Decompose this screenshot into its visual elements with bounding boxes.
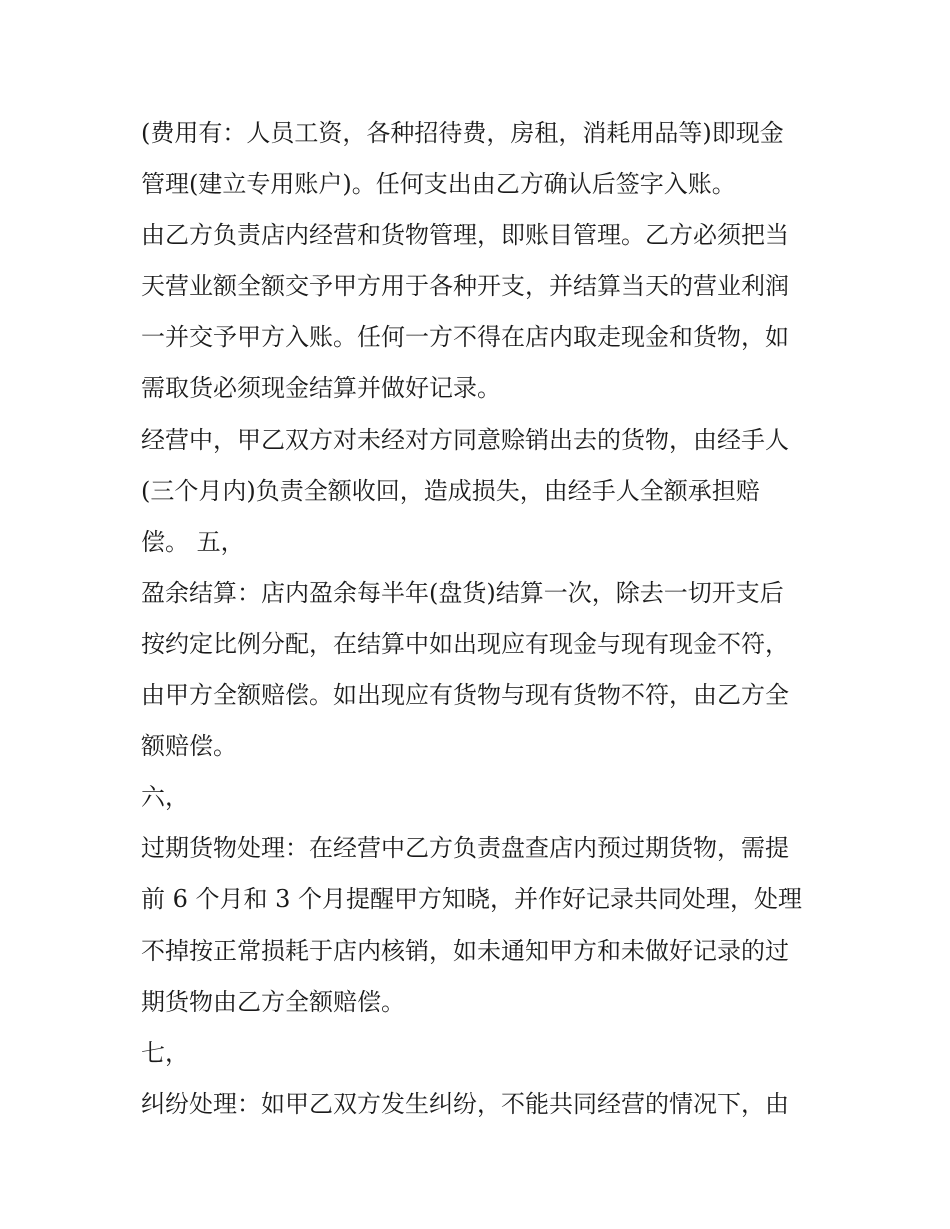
text-line: 不掉按正常损耗于店内核销，如未通知甲方和未做好记录的过: [141, 936, 789, 965]
text-line: 期货物由乙方全额赔偿。: [141, 987, 405, 1016]
text-line: 按约定比例分配，在结算中如出现应有现金与现有现金不符，: [141, 629, 789, 658]
text-line: 偿。 五，: [141, 527, 245, 556]
text-line: 管理(建立专用账户)。任何支出由乙方确认后签字入账。: [141, 170, 736, 199]
text-line: 纠纷处理：如甲乙双方发生纠纷，不能共同经营的情况下，由: [141, 1089, 789, 1118]
text-line: 由乙方负责店内经营和货物管理，即账目管理。乙方必须把当: [141, 221, 789, 250]
document-body: [141, 108, 821, 1130]
section-heading: 六，: [141, 783, 189, 812]
text-line: (三个月内)负责全额收回，造成损失，由经手人全额承担赔: [141, 476, 760, 505]
text-line: 额赔偿。: [141, 732, 237, 761]
text-line: 由甲方全额赔偿。如出现应有货物与现有货物不符，由乙方全: [141, 681, 789, 710]
text-line: 盈余结算：店内盈余每半年(盘货)结算一次，除去一切开支后: [141, 578, 784, 607]
text-line: 前 6 个月和 3 个月提醒甲方知晓，并作好记录共同处理，处理: [141, 885, 803, 914]
section-heading: 七，: [141, 1038, 189, 1067]
text-line: 一并交予甲方入账。任何一方不得在店内取走现金和货物，如: [141, 323, 789, 352]
text-line: 天营业额全额交予甲方用于各种开支，并结算当天的营业利润: [141, 272, 789, 301]
text-line: 过期货物处理：在经营中乙方负责盘查店内预过期货物，需提: [141, 834, 789, 863]
text-line: 需取货必须现金结算并做好记录。: [141, 374, 501, 403]
text-line: (费用有：人员工资，各种招待费，房租，消耗用品等)即现金: [141, 119, 784, 147]
text-line: 经营中，甲乙双方对未经对方同意赊销出去的货物，由经手人: [141, 425, 789, 454]
